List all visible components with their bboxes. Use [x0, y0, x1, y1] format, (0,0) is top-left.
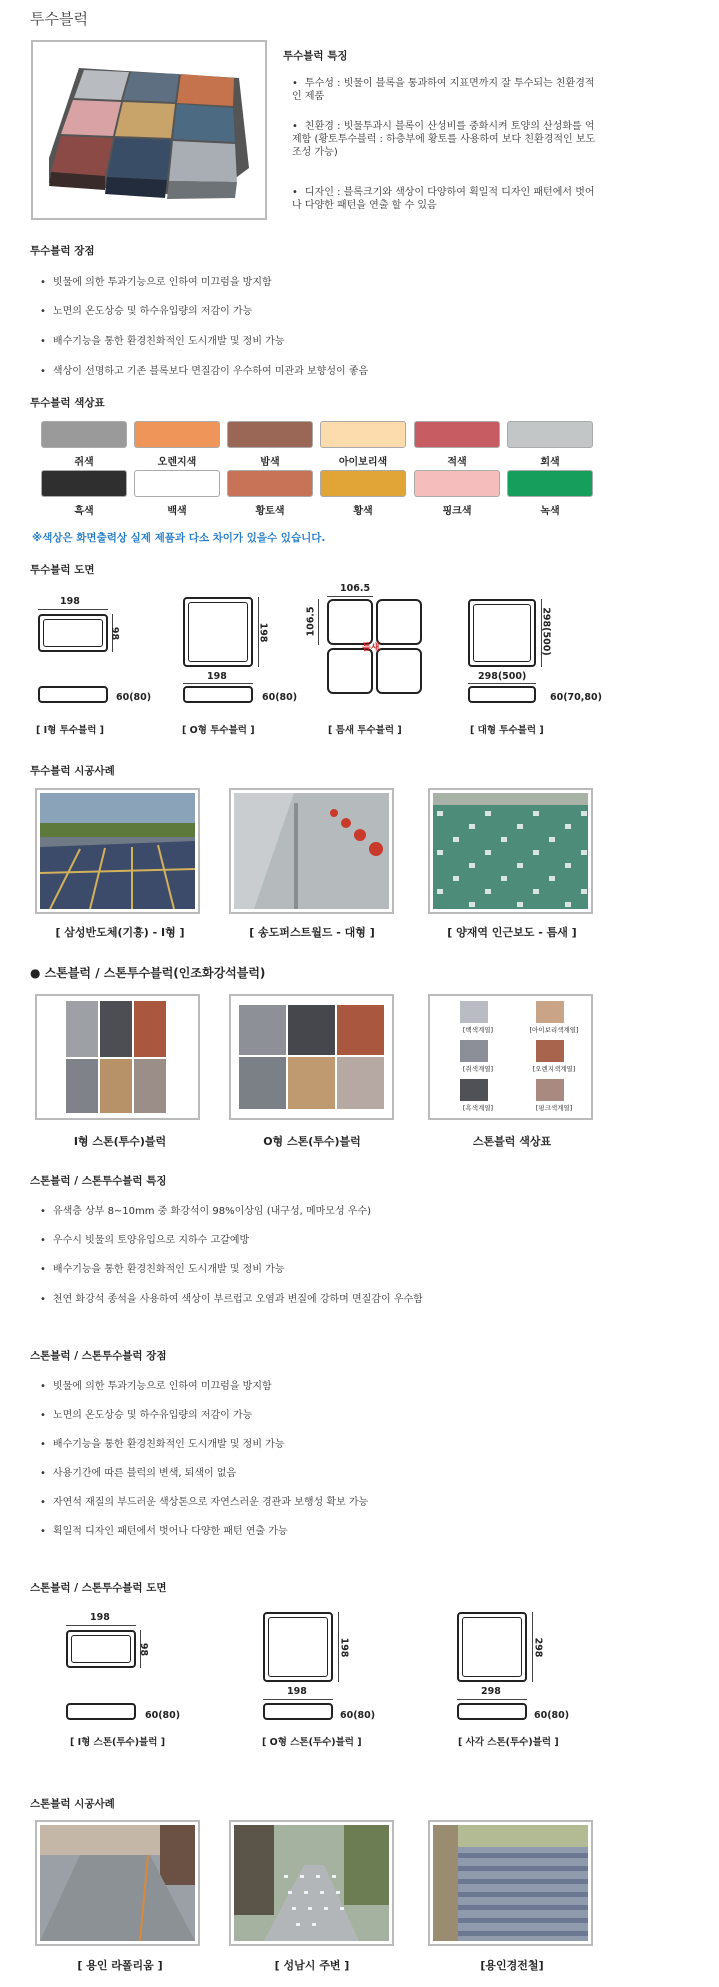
stone-case-caption: [용인경전철] — [480, 1959, 544, 1972]
drawing-caption: [ O형 투수블럭 ] — [182, 725, 255, 736]
dim-thickness: 60(80) — [340, 1710, 376, 1721]
dim-width: 198 — [287, 1686, 307, 1697]
gap-block-tile — [376, 599, 422, 645]
features-heading: 투수블럭 특징 — [283, 50, 348, 62]
stone-case-caption: [ 성남시 주변 ] — [274, 1959, 350, 1972]
advantage-item: • 배수기능을 통한 환경친화적인 도시개발 및 정비 가능 — [40, 332, 285, 347]
colors-heading: 투수블럭 색상표 — [30, 397, 105, 409]
drawing-caption: [ O형 스톤(투수)블럭 ] — [262, 1737, 362, 1748]
color-swatch-label: 쥐색 — [74, 457, 94, 468]
color-swatch — [414, 470, 500, 497]
feature-item: • 디자인 : 블록크기와 색상이 다양하여 획일적 디자인 패턴에서 벗어나 다양한 패턴을 연출 할 수 있음 — [292, 186, 602, 212]
stone-palette-swatch — [536, 1079, 564, 1101]
dim-height: 98 — [109, 626, 121, 641]
stone-advantage-item: • 빗물에 의한 투과기능으로 인하여 미끄럼을 방지함 — [40, 1377, 272, 1392]
color-swatch-label: 회색 — [540, 457, 560, 468]
drawing-caption: [ 사각 스톤(투수)블럭 ] — [458, 1737, 559, 1748]
stone-advantage-item: • 배수기능을 통한 환경친화적인 도시개발 및 정비 가능 — [40, 1435, 285, 1450]
stone-i-side — [66, 1703, 136, 1720]
stone-advantage-item: • 사용기간에 따른 블럭의 변색, 퇴색이 없음 — [40, 1464, 236, 1479]
color-swatch — [227, 470, 313, 497]
case-caption: [ 삼성반도체(기흥) - I형 ] — [55, 926, 185, 939]
stone-case-caption: [ 용인 라폴리움 ] — [77, 1959, 163, 1972]
color-swatch — [507, 421, 593, 448]
large-block-plan — [468, 599, 536, 667]
stone-feature-item: • 우수시 빗물의 토양유입으로 지하수 고갈예방 — [40, 1231, 249, 1246]
stone-palette-swatch — [460, 1079, 488, 1101]
stone-heading: ● 스톤블럭 / 스톤투수블럭(인조화강석블럭) — [30, 966, 266, 980]
color-swatch — [320, 470, 406, 497]
stone-palette-swatch — [460, 1040, 488, 1062]
stone-palette — [428, 994, 593, 1120]
stone-i-block-image — [35, 994, 200, 1120]
color-swatch-label: 밤색 — [260, 457, 280, 468]
dim-width: 298 — [481, 1686, 501, 1697]
gap-block-tile — [327, 648, 373, 694]
advantages-heading: 투수블럭 장점 — [30, 245, 95, 257]
stone-caption: 스톤블럭 색상표 — [472, 1135, 552, 1148]
stone-i-plan — [66, 1630, 136, 1668]
stone-o-block-image — [229, 994, 394, 1120]
case-photo-sidewalk — [229, 788, 394, 914]
dim-width: 298(500) — [478, 671, 527, 682]
page-title: 투수블럭 — [30, 10, 88, 28]
color-swatch-label: 황색 — [353, 506, 373, 517]
drawing-caption: [ 틈새 투수블럭 ] — [328, 725, 402, 736]
color-swatch — [134, 421, 220, 448]
stone-caption: O형 스톤(투수)블럭 — [263, 1135, 361, 1148]
drawing-caption: [ I형 투수블럭 ] — [36, 725, 105, 736]
color-disclaimer: ※색상은 화면출력상 실제 제품과 다소 차이가 있을수 있습니다. — [32, 532, 326, 544]
case-caption: [ 송도퍼스트월드 - 대형 ] — [249, 926, 375, 939]
stone-feature-item: • 천연 화강석 종석을 사용하여 색상이 부르럽고 오염과 변질에 강하며 면질감이 우수함 — [40, 1290, 423, 1305]
stone-case-photo-1 — [35, 1820, 200, 1946]
color-swatch-label: 핑크색 — [442, 506, 472, 517]
stone-advantage-item: • 노면의 온도상승 및 하수유입량의 저감이 가능 — [40, 1406, 252, 1421]
dim-height: 298(500) — [540, 607, 552, 656]
color-swatch-label: 황토색 — [255, 506, 285, 517]
stone-palette-swatch — [460, 1001, 488, 1023]
stone-feature-item: • 유색층 상부 8~10mm 중 화강석이 98%이상임 (내구성, 메마모성 우수) — [40, 1202, 371, 1217]
color-swatch-label: 아이보리색 — [338, 457, 388, 468]
stone-o-plan — [263, 1612, 333, 1682]
stone-case-photo-3 — [428, 1820, 593, 1946]
o-block-side — [183, 686, 253, 703]
color-swatch-label: 흑색 — [74, 506, 94, 517]
stone-palette-swatch — [536, 1001, 564, 1023]
dim-height: 198 — [257, 622, 269, 643]
stone-palette-label: [쥐색계열] — [462, 1065, 494, 1073]
stone-features-heading: 스톤블럭 / 스톤투수블럭 특징 — [30, 1175, 167, 1187]
i-block-side — [38, 686, 108, 703]
color-swatch — [227, 421, 313, 448]
stone-square-plan — [457, 1612, 527, 1682]
stone-o-side — [263, 1703, 333, 1720]
advantage-item: • 노면의 온도상승 및 하수유입량의 저감이 가능 — [40, 302, 252, 317]
advantage-item: • 색상이 선명하고 기존 블록보다 면질감이 우수하여 미관과 보향성이 좋음 — [40, 362, 368, 377]
case-caption: [ 양재역 인근보도 - 틈새 ] — [447, 926, 577, 939]
drawing-caption: [ I형 스톤(투수)블럭 ] — [70, 1737, 166, 1748]
color-swatch — [41, 421, 127, 448]
stone-palette-label: [핑크색계열] — [535, 1104, 573, 1112]
color-swatch-label: 적색 — [447, 457, 467, 468]
color-swatch-label: 백색 — [167, 506, 187, 517]
dim-height: 106.5 — [305, 606, 317, 637]
color-swatch — [134, 470, 220, 497]
dim-thickness: 60(80) — [262, 692, 298, 703]
dim-width: 198 — [60, 596, 80, 607]
stone-palette-swatch — [536, 1040, 564, 1062]
dim-width: 198 — [207, 671, 227, 682]
stone-palette-label: [아이보리색계열] — [529, 1026, 579, 1034]
gap-block-tile — [376, 648, 422, 694]
stone-advantages-heading: 스톤블럭 / 스톤투수블럭 장점 — [30, 1350, 167, 1362]
case-photo-parking — [35, 788, 200, 914]
block-sample-illustration — [39, 48, 259, 212]
feature-item: • 친환경 : 빗물투과시 블록이 산성비를 중화시켜 토양의 산성화를 억제함 (황토투수블럭 : 하층부에 황토를 사용하여 보다 친환경적인 보도조성 가능) — [292, 120, 602, 159]
o-block-plan — [183, 597, 253, 667]
dim-height: 298 — [532, 1637, 544, 1658]
dim-width: 106.5 — [340, 583, 371, 594]
case-photo-gap — [428, 788, 593, 914]
color-swatch — [320, 421, 406, 448]
stone-advantage-item: • 자연석 재질의 부드러운 색상톤으로 자연스러운 경관과 보행성 확보 가능 — [40, 1493, 368, 1508]
dim-width: 198 — [90, 1612, 110, 1623]
gap-center-label: 틈새 — [362, 643, 380, 653]
dim-thickness: 60(80) — [534, 1710, 570, 1721]
feature-item: • 투수성 : 빗물이 블록을 통과하여 지표면까지 잘 투수되는 친환경적인 제품 — [292, 77, 602, 103]
stone-palette-label: [백색계열] — [462, 1026, 494, 1034]
color-swatch-label: 녹색 — [540, 506, 560, 517]
gap-block-tile — [327, 599, 373, 645]
drawing-heading: 투수블럭 도면 — [30, 564, 95, 576]
advantage-item: • 빗물에 의한 투과기능으로 인하여 미끄럼을 방지함 — [40, 273, 272, 288]
stone-drawing-heading: 스톤블럭 / 스톤투수블럭 도면 — [30, 1582, 167, 1594]
stone-advantage-item: • 획일적 디자인 패턴에서 벗어나 다양한 패턴 연출 가능 — [40, 1522, 288, 1537]
cases-heading: 투수블럭 시공사례 — [30, 765, 115, 777]
stone-palette-label: [오렌지색계열] — [532, 1065, 576, 1073]
dim-height: 98 — [138, 1642, 150, 1657]
dim-thickness: 60(80) — [145, 1710, 181, 1721]
dim-height: 198 — [338, 1637, 350, 1658]
stone-case-photo-2 — [229, 1820, 394, 1946]
large-block-side — [468, 686, 536, 703]
stone-caption: I형 스톤(투수)블럭 — [73, 1135, 167, 1148]
color-swatch — [41, 470, 127, 497]
stone-feature-item: • 배수기능을 통한 환경친화적인 도시개발 및 정비 가능 — [40, 1260, 285, 1275]
color-swatch — [507, 470, 593, 497]
stone-cases-heading: 스톤블럭 시공사례 — [30, 1798, 115, 1810]
color-swatch — [414, 421, 500, 448]
dim-thickness: 60(70,80) — [550, 692, 602, 703]
stone-palette-label: [흑색계열] — [462, 1104, 494, 1112]
color-swatch-label: 오렌지색 — [157, 457, 197, 468]
drawing-caption: [ 대형 투수블럭 ] — [470, 725, 544, 736]
hero-product-image — [31, 40, 267, 220]
dim-thickness: 60(80) — [116, 692, 152, 703]
i-block-plan — [38, 614, 108, 652]
stone-square-side — [457, 1703, 527, 1720]
